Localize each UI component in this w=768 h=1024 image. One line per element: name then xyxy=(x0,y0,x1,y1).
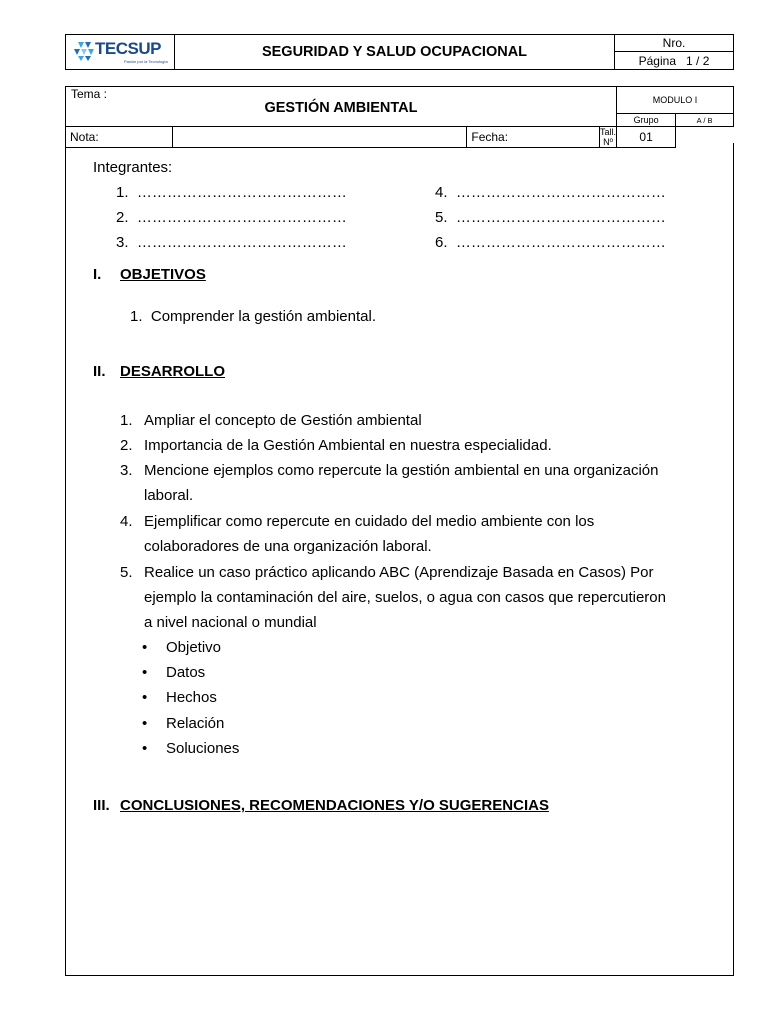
integrante-blank: …………………………………… xyxy=(136,209,347,226)
desarrollo-line: laboral. xyxy=(144,487,194,504)
header-title: SEGURIDAD Y SALUD OCUPACIONAL xyxy=(175,35,615,70)
integrante-blank: …………………………………… xyxy=(455,234,666,251)
grupo-label: Grupo xyxy=(616,114,675,127)
bullet-dot-icon: • xyxy=(142,689,148,706)
logo-cell xyxy=(66,35,175,70)
nota-label: Nota: xyxy=(66,127,173,148)
bullet-item: Relación xyxy=(166,715,225,732)
desarrollo-line: ejemplo la contaminación del aire, suelos, o agua con casos que repercutieron xyxy=(144,589,666,606)
desarrollo-line: Ampliar el concepto de Gestión ambiental xyxy=(144,412,422,429)
desarrollo-line: Realice un caso práctico aplicando ABC (Aprendizaje Basada en Casos) Por xyxy=(144,564,654,581)
desarrollo-line: Ejemplificar como repercute en cuidado del medio ambiente con los xyxy=(144,513,595,530)
grupo-value: A / B xyxy=(676,114,734,127)
section-num-conclusiones: III. xyxy=(93,797,110,814)
desarrollo-num-2: 2. xyxy=(120,437,133,454)
integrante-1[interactable] xyxy=(116,180,347,205)
desarrollo-line: colaboradores de una organización laboral. xyxy=(144,538,432,555)
integrante-4[interactable] xyxy=(435,180,666,205)
objetivo-item xyxy=(130,304,376,329)
integrantes-label: Integrantes: xyxy=(93,159,173,176)
integrante-blank: …………………………………… xyxy=(136,234,347,251)
integrante-6[interactable] xyxy=(435,230,666,255)
tema-table xyxy=(65,86,734,148)
integrante-blank: …………………………………… xyxy=(455,209,666,226)
logo-tagline: Pasión por la Tecnología xyxy=(124,59,168,64)
bullet-item: Hechos xyxy=(166,689,217,706)
section-num-objetivos: I. xyxy=(93,266,102,283)
item-text: Comprender la gestión ambiental. xyxy=(150,308,376,325)
fecha-label: Fecha: xyxy=(467,127,600,148)
bullet-dot-icon: • xyxy=(142,639,148,656)
integrante-blank: …………………………………… xyxy=(455,184,666,201)
item-num: 1. xyxy=(130,308,143,325)
tall-label: Tall. Nº xyxy=(599,127,616,147)
desarrollo-num-5: 5. xyxy=(120,564,133,581)
integrante-num: 2. xyxy=(116,209,129,226)
section-num-desarrollo: II. xyxy=(93,363,106,380)
modulo-cell: MODULO I xyxy=(616,87,733,114)
bullet-item: Soluciones xyxy=(166,740,240,757)
tema-cell xyxy=(66,87,617,127)
integrante-num: 3. xyxy=(116,234,129,251)
desarrollo-num-3: 3. xyxy=(120,462,133,479)
header-table xyxy=(65,34,734,70)
bullet-dot-icon: • xyxy=(142,740,148,757)
bullet-dot-icon: • xyxy=(142,715,148,732)
section-title-desarrollo: DESARROLLO xyxy=(120,363,225,380)
desarrollo-line: Importancia de la Gestión Ambiental en nuestra especialidad. xyxy=(144,437,552,454)
integrante-num: 1. xyxy=(116,184,129,201)
desarrollo-num-4: 4. xyxy=(120,513,133,530)
tall-value: 01 xyxy=(616,127,675,148)
desarrollo-line: a nivel nacional o mundial xyxy=(144,614,317,631)
logo-text: TECSUP xyxy=(95,39,161,58)
integrante-2[interactable] xyxy=(116,205,347,230)
integrante-3[interactable] xyxy=(116,230,347,255)
bullet-dot-icon: • xyxy=(142,664,148,681)
pagina-value: 1 / 2 xyxy=(686,53,710,68)
section-title-conclusiones: CONCLUSIONES, RECOMENDACIONES Y/O SUGERENCIAS xyxy=(120,797,549,814)
nro-label: Nro. xyxy=(615,35,734,52)
tema-title: GESTIÓN AMBIENTAL xyxy=(264,100,418,116)
desarrollo-line: Mencione ejemplos como repercute la gestión ambiental en una organización xyxy=(144,462,659,479)
tema-label: Tema : xyxy=(71,87,108,101)
section-title-objetivos: OBJETIVOS xyxy=(120,266,206,283)
pagina-label: Página xyxy=(638,53,676,68)
integrante-5[interactable] xyxy=(435,205,666,230)
integrante-num: 5. xyxy=(435,209,448,226)
pagina-cell xyxy=(615,52,734,70)
integrante-num: 6. xyxy=(435,234,448,251)
integrante-blank: …………………………………… xyxy=(136,184,347,201)
bullet-item: Objetivo xyxy=(166,639,222,656)
integrante-num: 4. xyxy=(435,184,448,201)
desarrollo-num-1: 1. xyxy=(120,412,133,429)
bullet-item: Datos xyxy=(166,664,206,681)
